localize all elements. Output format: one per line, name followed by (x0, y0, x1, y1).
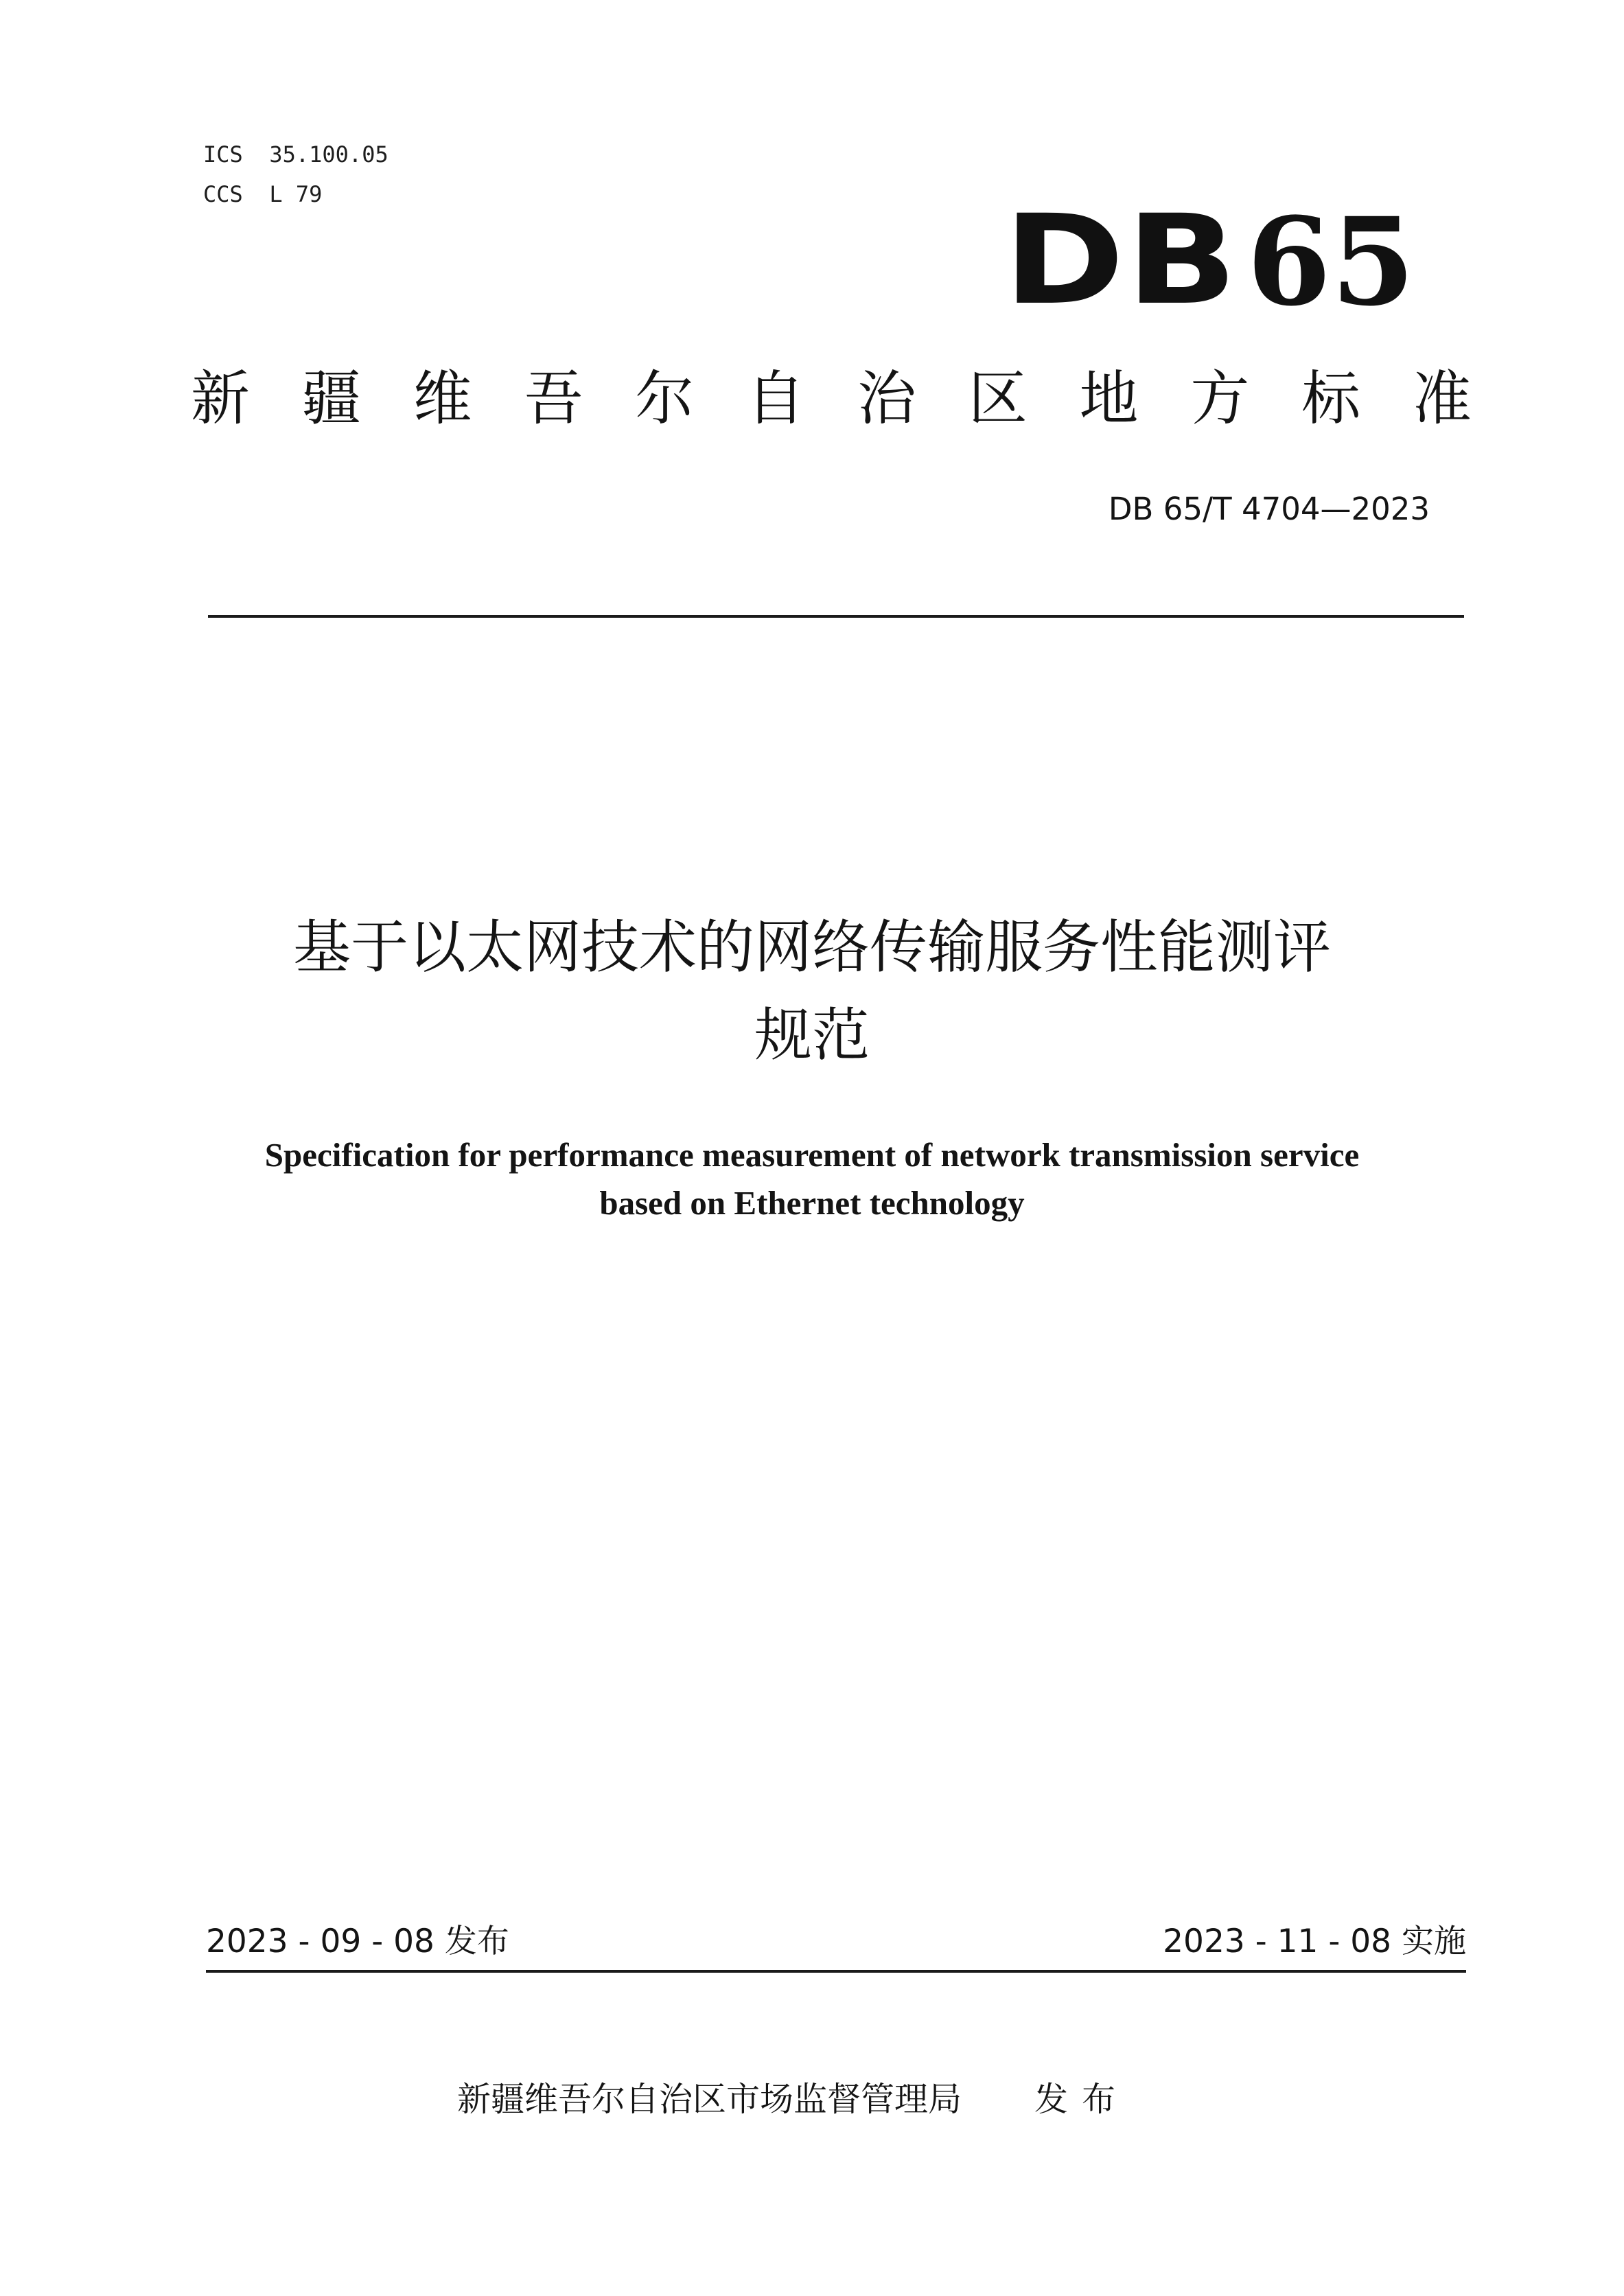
logo-db-text: DB (1004, 189, 1239, 332)
standard-type-char: 方 (1190, 364, 1250, 433)
standard-type-char: 区 (968, 364, 1028, 433)
title-english-line-2: based on Ethernet technology (599, 1184, 1025, 1222)
standard-type-char: 吾 (524, 364, 583, 433)
implementation-date: 2023 - 11 - 08 实施 (1163, 1923, 1466, 1960)
standard-type-char: 维 (413, 364, 472, 433)
classification-codes (203, 135, 388, 214)
title-chinese-line-2: 规范 (754, 1001, 870, 1069)
standard-type-char: 疆 (301, 364, 361, 433)
standard-type-char: 新 (191, 364, 250, 433)
db65-logo (1004, 189, 1415, 333)
top-divider (208, 615, 1464, 618)
publisher-action: 发布 (1034, 2080, 1130, 2119)
standard-type-char: 治 (857, 364, 916, 433)
standard-type-char: 准 (1412, 364, 1472, 433)
title-chinese-line-1: 基于以太网技术的网络传输服务性能测评 (292, 914, 1331, 981)
ccs-code: CCS L 79 (203, 181, 323, 207)
standard-type-char: 地 (1079, 364, 1139, 433)
title-chinese (124, 903, 1500, 1079)
standard-type-char: 自 (746, 364, 806, 433)
standard-type-char: 尔 (635, 364, 695, 433)
standard-type-heading (191, 361, 1472, 437)
title-english-line-1: Specification for performance measurement of network transmission service (264, 1136, 1360, 1174)
standard-number: DB 65/T 4704—2023 (1108, 491, 1430, 527)
bottom-divider (206, 1970, 1466, 1973)
ics-code: ICS 35.100.05 (203, 141, 388, 167)
standard-type-char: 标 (1301, 364, 1361, 433)
dates-row (206, 1919, 1466, 1964)
publisher-name: 新疆维吾尔自治区市场监督管理局 (457, 2080, 962, 2119)
title-english (165, 1131, 1459, 1227)
publisher-line (457, 2076, 1129, 2124)
logo-number-text: 65 (1246, 191, 1415, 333)
issue-date: 2023 - 09 - 08 发布 (206, 1923, 509, 1960)
